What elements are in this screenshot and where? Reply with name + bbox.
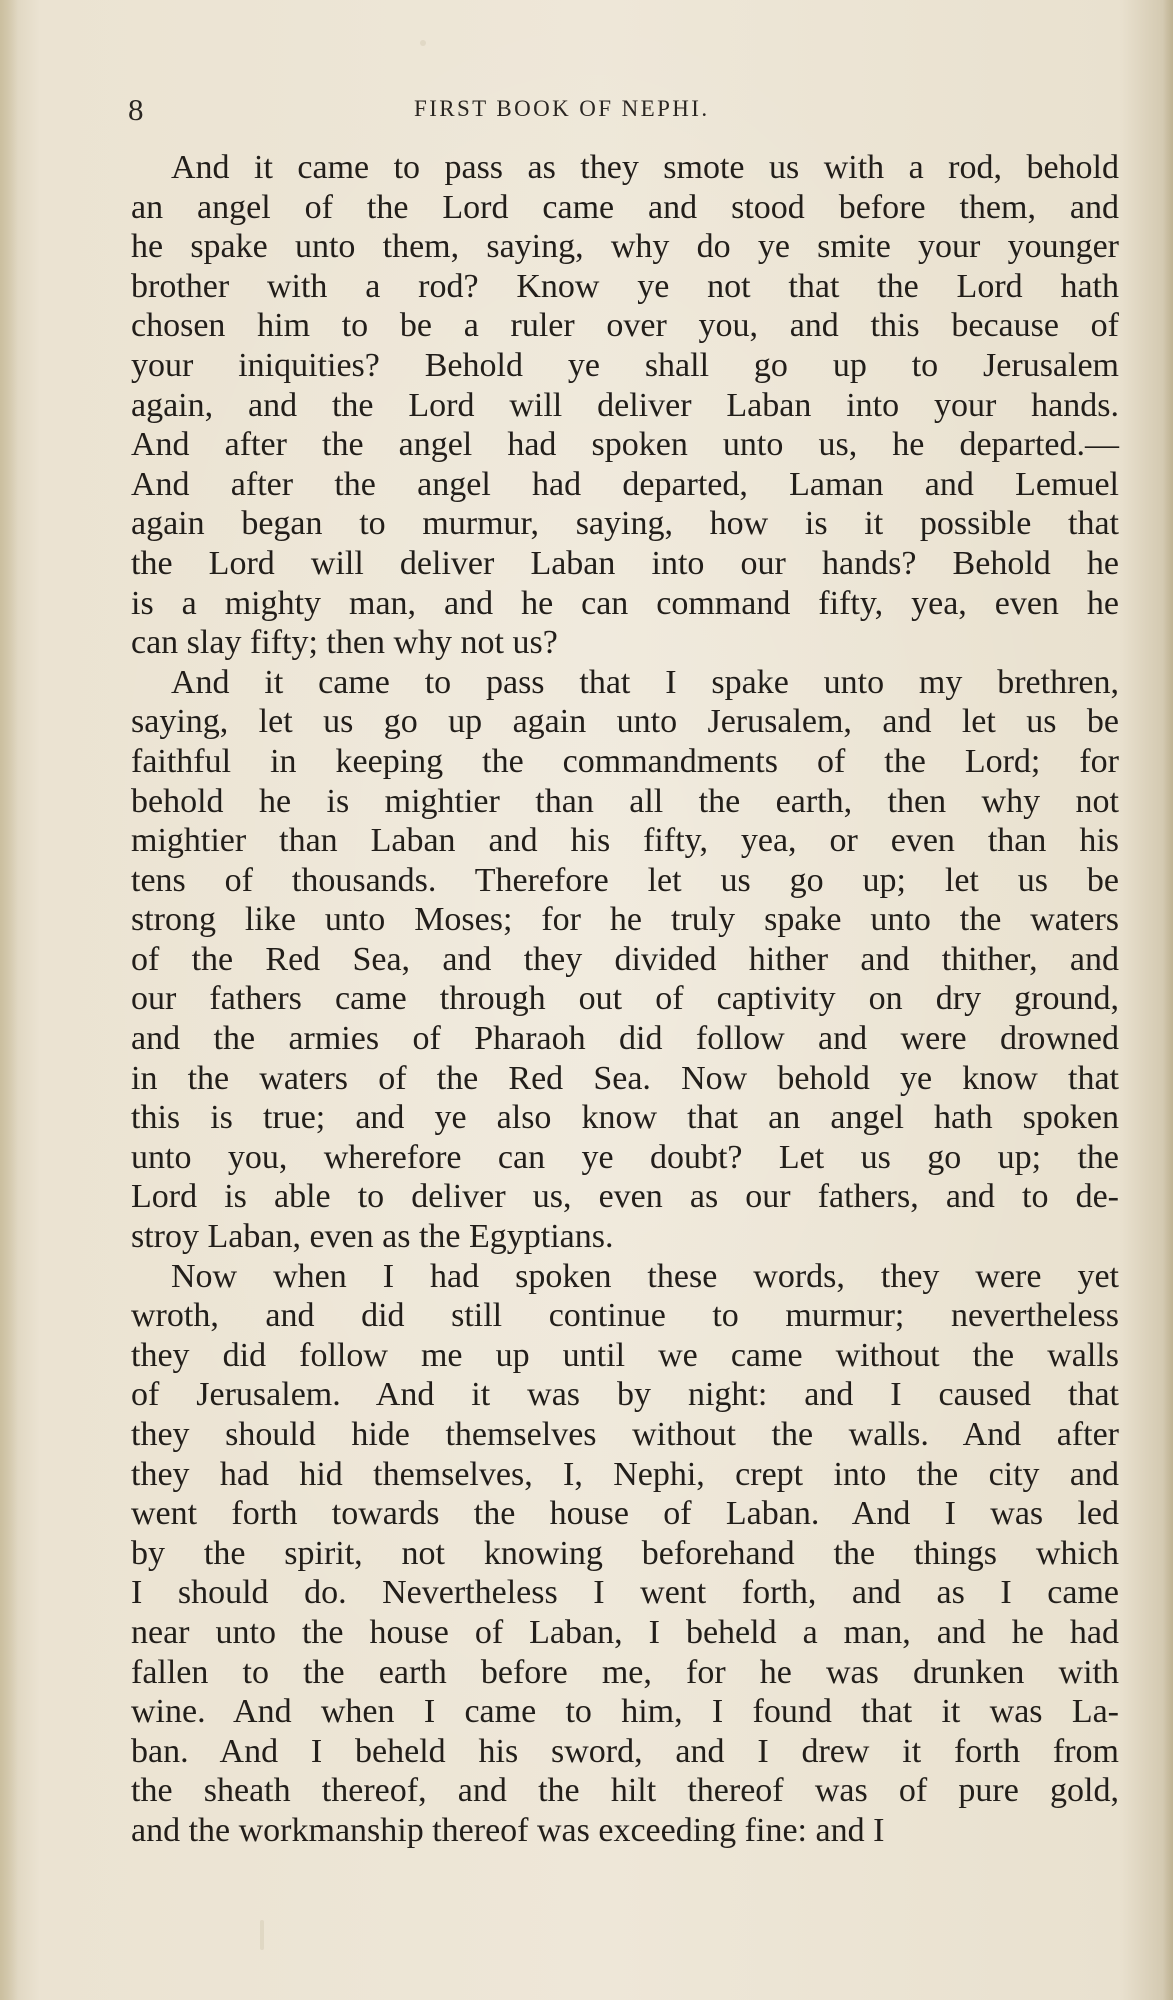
paragraph (131, 663, 1119, 1257)
text-line: And it came to pass that I spake unto my brethren, (171, 663, 1119, 701)
text-line: your iniquities? Behold ye shall go up to Jerusalem (131, 346, 1119, 384)
text-line: by the spirit, not knowing beforehand the things which (131, 1534, 1119, 1572)
text-line: Lord is able to deliver us, even as our fathers, and to de- (131, 1178, 1119, 1216)
text-line: And after the angel had spoken unto us, he departed.— (131, 426, 1119, 464)
text-line: the Lord will deliver Laban into our hands? Behold he (131, 544, 1119, 582)
text-line: is a mighty man, and he can command fifty, yea, even he (131, 584, 1119, 622)
text-line: this is true; and ye also know that an angel hath spoken (131, 1099, 1119, 1137)
binding-edge (0, 0, 18, 2000)
text-line: mightier than Laban and his fifty, yea, or even than his (131, 822, 1119, 860)
text-line: the sheath thereof, and the hilt thereof was of pure gold, (131, 1772, 1119, 1810)
text-line: can slay fifty; then why not us? (131, 624, 558, 662)
text-line: strong like unto Moses; for he truly spake unto the waters (131, 901, 1119, 939)
text-line: saying, let us go up again unto Jerusalem, and let us be (131, 703, 1119, 741)
text-line: again began to murmur, saying, how is it possible that (131, 505, 1119, 543)
text-line: brother with a rod? Know ye not that the Lord hath (131, 267, 1119, 305)
page-number: 8 (128, 92, 144, 127)
text-line: wine. And when I came to him, I found that it was La- (131, 1693, 1119, 1731)
body-text (131, 148, 1119, 1851)
text-line: tens of thousands. Therefore let us go up; let us be (131, 861, 1119, 899)
text-line: an angel of the Lord came and stood before them, and (131, 188, 1119, 226)
text-line: And after the angel had departed, Laman and Lemuel (131, 465, 1119, 503)
text-line: wroth, and did still continue to murmur; nevertheless (131, 1297, 1119, 1335)
text-line: he spake unto them, saying, why do ye smite your younger (131, 228, 1119, 266)
text-line: they should hide themselves without the walls. And after (131, 1416, 1119, 1453)
paper-spot (260, 1920, 264, 1950)
text-line: unto you, wherefore can ye doubt? Let us go up; the (131, 1138, 1119, 1176)
text-line: of Jerusalem. And it was by night: and I caused that (131, 1376, 1119, 1414)
page-header (128, 92, 1128, 132)
running-head: FIRST BOOK OF NEPHI. (414, 96, 710, 121)
text-line: ban. And I beheld his sword, and I drew it forth from (131, 1732, 1119, 1770)
text-line: of the Red Sea, and they divided hither and thither, and (131, 940, 1119, 978)
text-line: Now when I had spoken these words, they were yet (171, 1257, 1119, 1295)
text-line: I should do. Nevertheless I went forth, and as I came (131, 1574, 1119, 1612)
text-line: chosen him to be a ruler over you, and this because of (131, 307, 1119, 345)
text-line: they did follow me up until we came without the walls (131, 1336, 1119, 1374)
paper-spot (420, 40, 426, 46)
text-line: And it came to pass as they smote us with a rod, behold (171, 149, 1119, 186)
text-line: fallen to the earth before me, for he was drunken with (131, 1653, 1119, 1691)
text-line: and the workmanship thereof was exceeding fine: and I (131, 1811, 885, 1849)
text-line: behold he is mightier than all the earth, then why not (131, 782, 1119, 820)
text-line: faithful in keeping the commandments of the Lord; for (131, 742, 1119, 780)
paragraph (131, 1257, 1119, 1851)
text-line: they had hid themselves, I, Nephi, crept into the city and (131, 1455, 1119, 1493)
text-line: stroy Laban, even as the Egyptians. (131, 1218, 614, 1256)
paragraph (131, 148, 1119, 663)
text-line: near unto the house of Laban, I beheld a man, and he had (131, 1613, 1119, 1651)
text-line: in the waters of the Red Sea. Now behold ye know that (131, 1059, 1119, 1097)
text-line: again, and the Lord will deliver Laban into your hands. (131, 386, 1119, 424)
text-line: our fathers came through out of captivity on dry ground, (131, 980, 1119, 1018)
text-line: and the armies of Pharaoh did follow and were drowned (131, 1020, 1119, 1058)
text-line: went forth towards the house of Laban. And I was led (131, 1495, 1119, 1533)
page-edge (1163, 0, 1173, 2000)
